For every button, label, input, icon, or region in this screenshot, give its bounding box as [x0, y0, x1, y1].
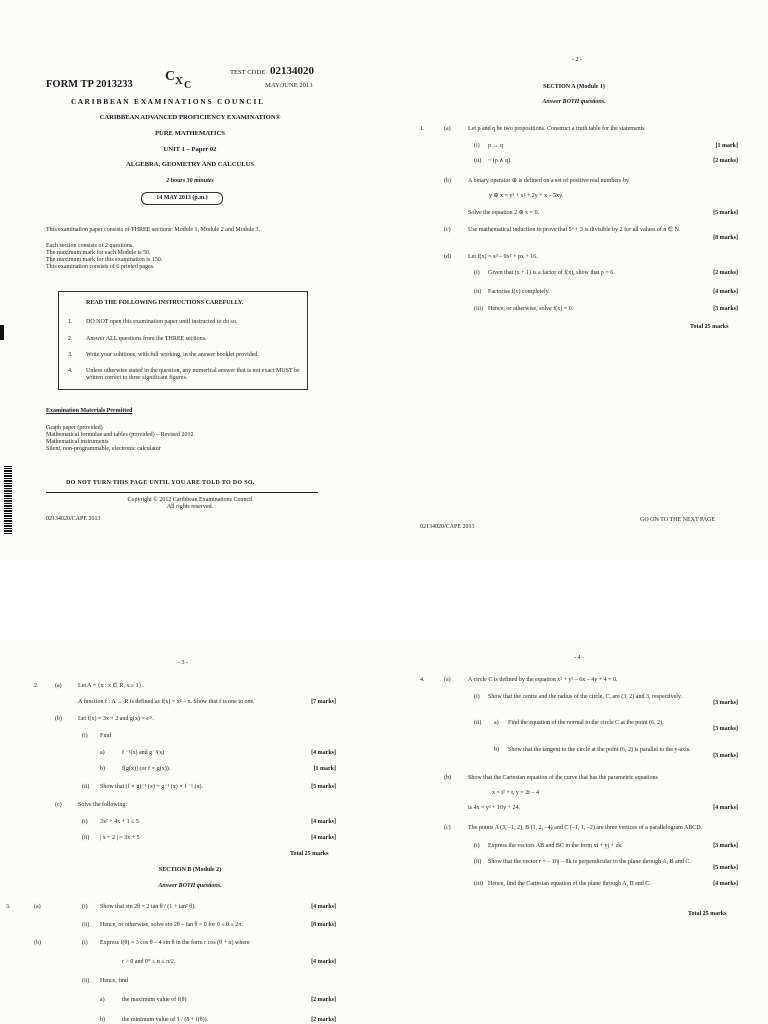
page-footer: 02134020/CAPE 2013 [420, 524, 475, 530]
part-label: (b) [34, 940, 41, 946]
question-text: the minimum value of 1 / (8 + f(θ)). [122, 1017, 209, 1023]
section-instruction: Answer BOTH questions. [542, 99, 606, 105]
duration: 2 hours 30 minutes [166, 178, 214, 184]
question-text: Factorise f(x) completely. [488, 289, 550, 295]
mark-allocation: [4 marks] [713, 289, 738, 295]
date-box [141, 192, 223, 205]
subpart-label: (i) [82, 819, 88, 825]
material-item: Mathematical formulae and tables (provided) – Revised 2012 [46, 432, 194, 438]
binding-mark [0, 325, 4, 340]
page-number: - 3 - [178, 660, 188, 666]
question-text: Show that the Cartesian equation of the curve that has the parametric equations [468, 775, 658, 781]
instruction-text: Write your solutions, with full working, in the answer booklet provided. [86, 352, 259, 358]
material-item: Mathematical instruments [46, 439, 109, 445]
question-text: Hence, or otherwise, solve f(x) = 0. [488, 306, 574, 312]
instructions-title: READ THE FOLLOWING INSTRUCTIONS CAREFULLY. [86, 300, 244, 306]
copyright: Copyright © 2012 Caribbean Examinations Council [127, 497, 253, 503]
question-text: The points A (3, –1, 2), B (1, 2, –4) and C (–1, 1, –2) are three vertices of a parallelogram ABCD. [468, 825, 703, 831]
mark-allocation: [3 marks] [713, 700, 738, 706]
mark-allocation: [7 marks] [311, 699, 336, 705]
unit: UNIT 1 – Paper 02 [163, 146, 217, 153]
mark-allocation: [8 marks] [311, 922, 336, 928]
question-text: A binary operator ⊕ is defined on a set of positive real numbers by [468, 178, 629, 184]
mark-allocation: [4 marks] [713, 881, 738, 887]
material-item: Graph paper (provided) [46, 425, 103, 431]
warning: DO NOT TURN THIS PAGE UNTIL YOU ARE TOLD TO DO SO. [66, 480, 255, 486]
subpart-label: (ii) [474, 859, 482, 865]
question-text: A function f : A → R is defined as f(x) = x² – x. Show that f is one to one. [78, 699, 255, 705]
question-text: Express the vectors AB and BC in the form xi + yj + zk. [488, 843, 623, 849]
subpart-label: (i) [474, 270, 480, 276]
question-text: Let f(x) = x³ – 9x² + px + 16. [468, 254, 538, 260]
instruction-text: DO NOT open this examination paper until instructed to do so. [86, 319, 238, 325]
part-label: (a) [34, 904, 41, 910]
mark-allocation: [3 marks] [713, 843, 738, 849]
part-label: (c) [444, 227, 451, 233]
subpart-label: (ii) [82, 922, 90, 928]
mark-allocation: [2 marks] [311, 1017, 336, 1023]
mark-allocation: [2 marks] [311, 997, 336, 1003]
subpart-label: (iii) [474, 881, 483, 887]
question-number: 4. [420, 677, 425, 683]
mark-allocation: [3 marks] [713, 726, 738, 732]
part-label: (c) [444, 825, 451, 831]
question-text: Express f(θ) = 3 cos θ – 4 sin θ in the form r cos (θ + α) where [100, 940, 250, 946]
subpart-label: (ii) [82, 835, 90, 841]
material-item: Silent, non-programmable, electronic calculator [46, 446, 161, 452]
subpart-label: (i) [474, 843, 480, 849]
question-text: Solve the following: [78, 802, 127, 808]
part-label: (b) [444, 178, 451, 184]
question-text: Show that the tangent to the circle at the point (6, 2) is parallel to the y-axis. [508, 747, 691, 753]
council-name: C A R I B B E A N E X A M I N A T I O N S C O U N C I L [71, 97, 264, 106]
part-label: (c) [55, 802, 62, 808]
total-marks: Total 25 marks [688, 911, 727, 917]
info-line: Each section consists of 2 questions. [46, 243, 134, 249]
cxc-logo-icon [162, 66, 198, 90]
question-text: Let p and q be two propositions. Construct a truth table for the statements [468, 126, 645, 132]
instruction-number: 3. [68, 352, 73, 358]
subpart-label: (ii) [82, 784, 90, 790]
part-label: (a) [444, 126, 451, 132]
subpart-label: (ii) [474, 158, 482, 164]
question-text: f[g(x)] (or f ∘ g(x)). [122, 766, 171, 772]
part-label: (b) [444, 775, 451, 781]
test-code-label: TEST CODE [230, 69, 266, 76]
mark-allocation: [4 marks] [713, 805, 738, 811]
svg-text:X: X [175, 75, 183, 87]
mark-allocation: [5 marks] [713, 210, 738, 216]
question-text: Show that (f ∘ g)⁻¹ (x) = g⁻¹ (x) ∘ f ⁻¹ (x). [100, 784, 203, 790]
exam-date: 14 MAY 2013 (p.m.) [156, 195, 208, 201]
question-text: y ⊕ x = y³ + x² + 2y + x – 5xy. [489, 193, 564, 199]
subpart-label: (i) [474, 143, 480, 149]
part-label: (a) [55, 683, 62, 689]
page-1 [0, 0, 384, 560]
question-text: Show that the centre and the radius of the circle, C, are (3, 2) and 3, respectively. [488, 694, 683, 700]
page-4 [384, 640, 768, 1024]
question-number: 3. [6, 904, 11, 910]
total-marks: Total 25 marks [290, 851, 329, 857]
mark-allocation: [1 mark] [715, 143, 738, 149]
page-number: - 4 - [574, 655, 584, 661]
question-text: x = t² + t, y = 2t – 4 [492, 790, 539, 796]
question-text: Show that the vector r = – 16j – 8k is perpendicular to the plane through A, B and C. [488, 859, 691, 865]
subsubpart-label: a) [100, 997, 105, 1003]
subsubpart-label: b) [100, 1017, 105, 1023]
instruction-text: Answer ALL questions from the THREE sections. [86, 336, 207, 342]
question-text: Hence, find [100, 978, 128, 984]
total-marks: Total 25 marks [690, 324, 729, 330]
next-page-note: GO ON TO THE NEXT PAGE [640, 517, 716, 523]
mark-allocation: [4 marks] [311, 904, 336, 910]
question-text: A circle C is defined by the equation x² + y² – 6x – 4y + 4 = 0. [468, 677, 618, 683]
subpart-label: (ii) [474, 289, 482, 295]
test-code: 02134020 [270, 65, 314, 77]
rights: All rights reserved. [166, 504, 214, 510]
part-label: (b) [55, 716, 62, 722]
topic: ALGEBRA, GEOMETRY AND CALCULUS [125, 161, 255, 168]
question-text: Hence, or otherwise, solve sin 2θ – tan θ = 0 for 0 ≤ θ ≤ 2π. [100, 922, 243, 928]
question-text: Find the equation of the normal to the circle C at the point (6, 2). [508, 720, 664, 726]
mark-allocation: [4 marks] [311, 835, 336, 841]
subpart-label: (iii) [474, 306, 483, 312]
mark-allocation: [4 marks] [311, 750, 336, 756]
question-text: Show that sin 2θ = 2 tan θ / (1 + tan² θ). [100, 904, 196, 910]
subsubpart-label: b) [494, 747, 499, 753]
mark-allocation: [5 marks] [311, 784, 336, 790]
info-line: The maximum mark for this examination is 150. [46, 257, 163, 263]
question-text: Hence, find the Cartesian equation of the plane through A, B and C. [488, 881, 651, 887]
question-text: Solve the equation 2 ⊕ x = 0. [468, 210, 540, 216]
section-instruction: Answer BOTH questions. [158, 883, 222, 889]
page-3 [0, 640, 384, 1024]
svg-text:C: C [165, 69, 176, 84]
mark-allocation: [4 marks] [311, 819, 336, 825]
barcode [4, 466, 12, 534]
subsubpart-label: a) [100, 750, 105, 756]
info-line: This examination consists of 6 printed pages. [46, 264, 155, 270]
mark-allocation: [3 marks] [713, 306, 738, 312]
mark-allocation: [5 marks] [713, 865, 738, 871]
instruction-number: 4. [68, 368, 73, 374]
session: MAY/JUNE 2013 [265, 82, 313, 89]
subsubpart-label: b) [100, 766, 105, 772]
subpart-label: (i) [82, 904, 88, 910]
subpart-label: (i) [82, 733, 88, 739]
question-text: r > 0 and 0° ≤ α ≤ π/2. [122, 959, 176, 965]
question-text: | x + 2 | = 3x + 5 [100, 835, 140, 841]
svg-text:C: C [184, 80, 192, 90]
question-text: the maximum value of f(θ) [122, 997, 187, 1003]
page-number: - 2 - [572, 57, 582, 63]
question-number: 1. [420, 126, 425, 132]
section-title: SECTION A (Module 1) [543, 84, 605, 90]
part-label: (a) [444, 677, 451, 683]
page-2 [384, 0, 768, 560]
part-label: (d) [444, 254, 451, 260]
instruction-number: 1. [68, 319, 73, 325]
subpart-label: (i) [474, 694, 480, 700]
subsubpart-label: a) [494, 720, 499, 726]
subpart-label: (ii) [82, 978, 90, 984]
question-text: 3x² + 4x + 1 ≤ 5 [100, 819, 139, 825]
subpart-label: (ii) [474, 720, 482, 726]
subpart-label: (i) [82, 940, 88, 946]
mark-allocation: [2 marks] [713, 270, 738, 276]
question-text: Given that (x + 1) is a factor of f(x), show that p = 6. [488, 270, 615, 276]
exam-name: CARIBBEAN ADVANCED PROFICIENCY EXAMINATION® [99, 114, 281, 121]
mark-allocation: [2 marks] [713, 158, 738, 164]
question-number: 2. [34, 683, 39, 689]
form-number: FORM TP 2013233 [46, 79, 133, 90]
mark-allocation: [4 marks] [311, 959, 336, 965]
materials-title: Examination Materials Permitted [46, 408, 133, 414]
question-text: Let A = {x : x ∈ R, x ≥ 1}. [78, 683, 143, 689]
intro: This examination paper consists of THREE sections: Module 1, Module 2 and Module 3. [46, 227, 261, 233]
mark-allocation: [1 mark] [313, 766, 336, 772]
info-line: The maximum mark for each Module is 50. [46, 250, 151, 256]
mark-allocation: [3 marks] [713, 753, 738, 759]
section-title: SECTION B (Module 2) [158, 867, 222, 873]
question-text: p → q [488, 143, 503, 149]
mark-allocation: [8 marks] [713, 235, 738, 241]
page-footer: 02134020/CAPE 2013 [46, 516, 101, 522]
question-text: Let f(x) = 3x + 2 and g(x) = e²ˣ. [78, 716, 154, 722]
instruction-text: Unless otherwise stated in the question, any numerical answer that is not exact MUST be written correct to three significant figures. [86, 368, 300, 381]
instruction-number: 2. [68, 336, 73, 342]
question-text: ~ (p ∧ q). [488, 158, 512, 164]
question-text: is 4x = y² + 10y + 24. [468, 805, 520, 811]
subject: PURE MATHEMATICS [155, 130, 225, 137]
question-text: f ⁻¹(x) and g⁻¹(x) [122, 750, 165, 756]
question-text: Use mathematical induction to prove that 5ⁿ + 3 is divisible by 2 for all values of n ∈ N. [468, 227, 681, 233]
divider [46, 492, 318, 493]
question-text: Find [100, 733, 112, 739]
